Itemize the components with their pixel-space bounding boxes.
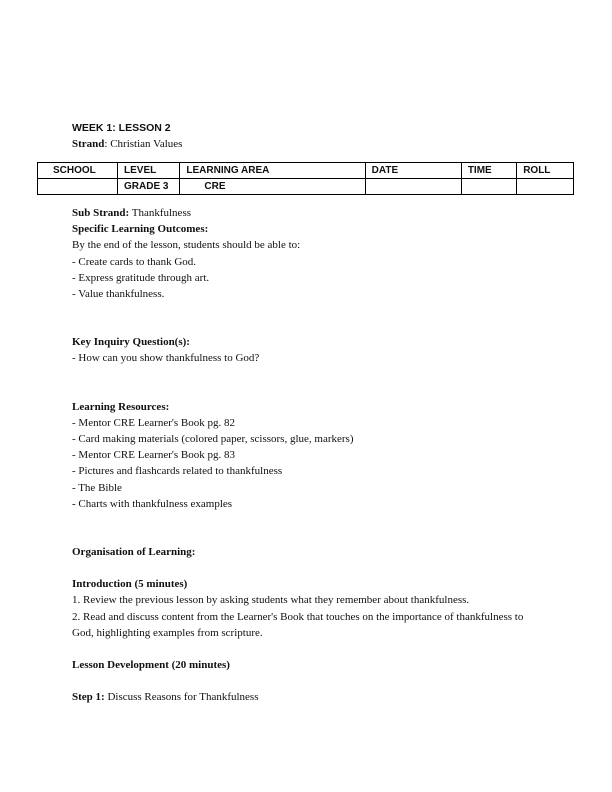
- lesson-info-table: [37, 162, 574, 195]
- table-header-row: [38, 163, 574, 179]
- cell-time: [461, 179, 516, 195]
- cell-date: [365, 179, 461, 195]
- list-item: - Card making materials (colored paper, scissors, glue, markers): [72, 433, 354, 446]
- cell-school: [38, 179, 118, 195]
- sub-strand-value: Thankfulness: [131, 207, 191, 219]
- list-item: - Express gratitude through art.: [72, 271, 210, 284]
- development-heading: Lesson Development (20 minutes): [72, 659, 230, 672]
- header-school: SCHOOL: [38, 163, 118, 179]
- lesson-content: [72, 205, 542, 705]
- list-item: - Mentor CRE Learner's Book pg. 83: [72, 449, 235, 462]
- header-roll: ROLL: [517, 163, 574, 179]
- step-label: Step 1:: [72, 691, 105, 704]
- list-item: 2. Read and discuss content from the Learner's Book that touches on the importance of thankfulness to God, highlighting examples from scripture.: [72, 610, 524, 639]
- strand-line: Strand: Christian Values: [72, 138, 183, 150]
- sub-strand-line: [72, 205, 542, 221]
- list-item: - Create cards to thank God.: [72, 255, 197, 268]
- list-item: - Charts with thankfulness examples: [72, 497, 233, 510]
- list-item: 1. Review the previous lesson by asking students what they remember about thankfulness.: [72, 594, 470, 607]
- header-level: LEVEL: [118, 163, 180, 179]
- table-row: [38, 179, 574, 195]
- strand-label: Strand: [72, 138, 105, 150]
- list-item: - The Bible: [72, 481, 122, 494]
- outcomes-heading: Specific Learning Outcomes:: [72, 223, 209, 236]
- outcomes-intro: By the end of the lesson, students should be able to:: [72, 239, 301, 252]
- cell-level: GRADE 3: [118, 179, 180, 195]
- cell-roll: [517, 179, 574, 195]
- list-item: - Value thankfulness.: [72, 288, 165, 301]
- header-date: DATE: [365, 163, 461, 179]
- cell-learning-area: CRE: [180, 179, 365, 195]
- resources-heading: Learning Resources:: [72, 400, 170, 413]
- sub-strand-label: Sub Strand:: [72, 207, 130, 219]
- step-line: [72, 689, 542, 705]
- list-item: - Pictures and flashcards related to thankfulness: [72, 465, 283, 478]
- list-item: - Mentor CRE Learner's Book pg. 82: [72, 416, 235, 429]
- list-item: - How can you show thankfulness to God?: [72, 352, 260, 365]
- step-text: Discuss Reasons for Thankfulness: [107, 691, 259, 704]
- inquiry-heading: Key Inquiry Question(s):: [72, 336, 190, 349]
- strand-value: Christian Values: [110, 138, 183, 150]
- header-learning-area: LEARNING AREA: [180, 163, 365, 179]
- organisation-heading: Organisation of Learning:: [72, 546, 196, 559]
- introduction-heading: Introduction (5 minutes): [72, 578, 188, 591]
- lesson-title: WEEK 1: LESSON 2: [72, 122, 171, 134]
- header-time: TIME: [461, 163, 516, 179]
